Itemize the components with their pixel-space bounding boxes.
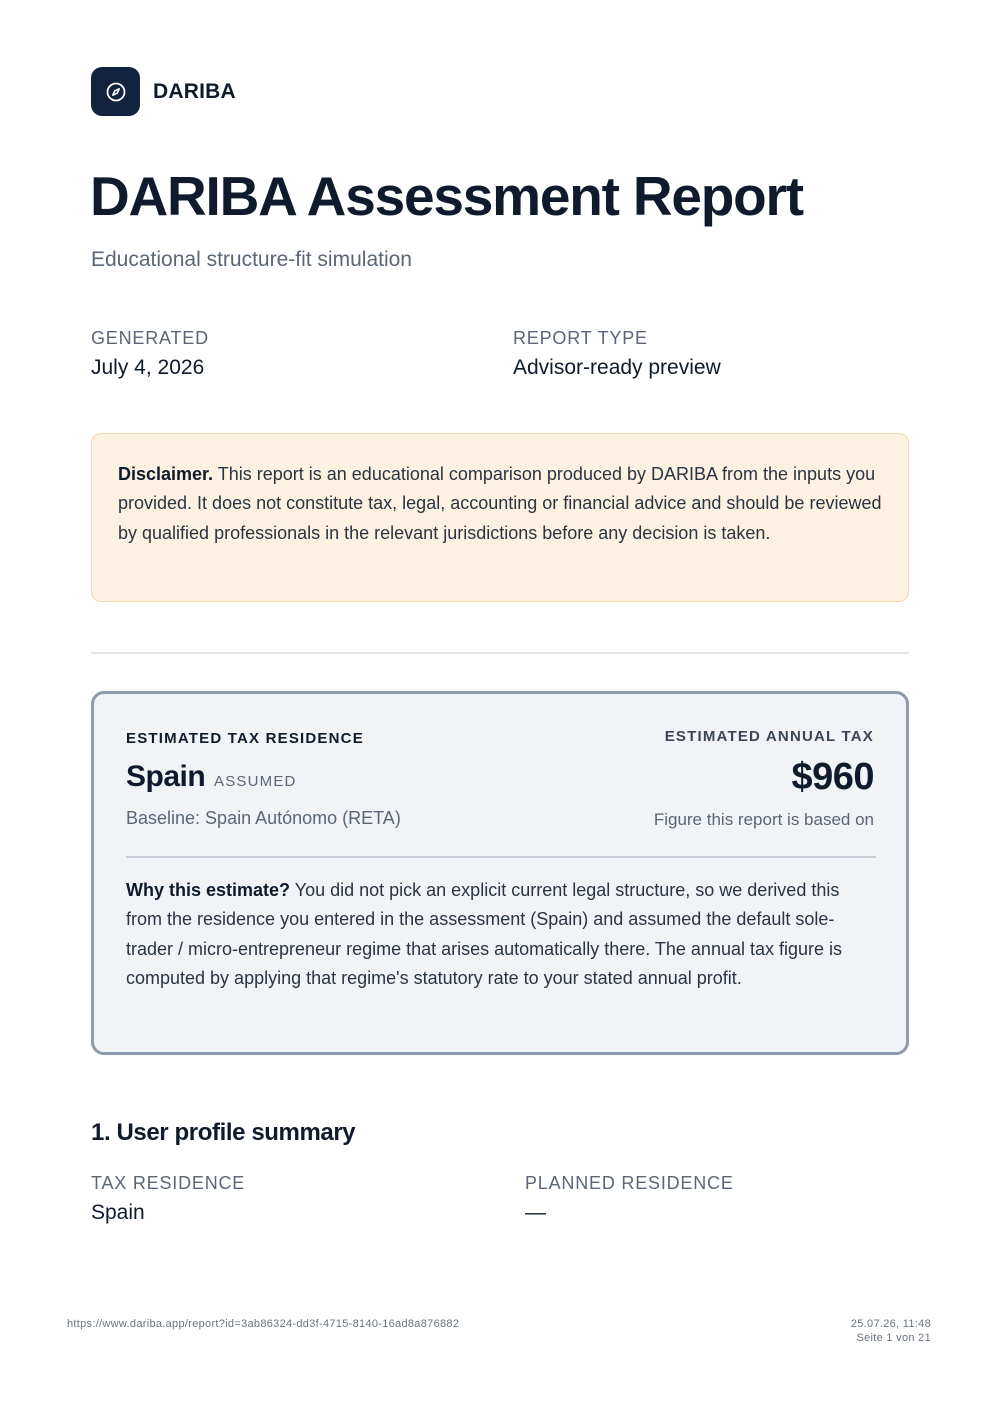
tax-residence-value: Spain	[91, 1201, 145, 1224]
planned-residence-value: —	[525, 1201, 546, 1224]
disclaimer-text: This report is an educational comparison produced by DARIBA from the inputs you provided. It does not constitute tax, legal, accounting or financial advice and should be reviewed by qualified professionals in the relevant jurisdictions before any decision is taken.	[118, 464, 882, 543]
why-estimate-text: You did not pick an explicit current legal structure, so we derived this from the residence you entered in the assessment (Spain) and assumed the default sole-trader / micro-entrepreneur regime that arises automatically there. The annual tax figure is computed by applying that regime's statutory rate to your stated annual profit.	[126, 880, 843, 988]
generated-label: GENERATED	[91, 328, 209, 348]
disclaimer-lead: Disclaimer.	[118, 464, 214, 484]
tax-residence-label: TAX RESIDENCE	[91, 1173, 246, 1193]
footer-url: https://www.dariba.app/report?id=3ab86324-dd3f-4715-8140-16ad8a876882	[67, 1318, 460, 1330]
baseline-text: Baseline: Spain Autónomo (RETA)	[126, 808, 401, 828]
brand-header	[91, 67, 236, 116]
disclaimer-box	[91, 433, 909, 602]
brand-logo	[91, 67, 140, 116]
estimate-card	[91, 691, 909, 1055]
compass-icon	[104, 80, 128, 104]
report-type-label: REPORT TYPE	[513, 328, 648, 348]
brand-name: DARIBA	[153, 79, 236, 103]
assumed-badge: ASSUMED	[214, 773, 297, 790]
why-estimate-lead: Why this estimate?	[126, 880, 291, 900]
footer-timestamp: 25.07.26, 11:48	[850, 1318, 931, 1330]
generated-date: July 4, 2026	[91, 356, 205, 379]
estimated-residence-label: ESTIMATED TAX RESIDENCE	[126, 730, 364, 747]
estimated-tax-value: $960	[791, 756, 874, 798]
footer-page-number: Seite 1 von 21	[856, 1332, 931, 1344]
section-divider	[91, 652, 909, 654]
estimate-divider	[126, 856, 876, 858]
estimated-residence-value: Spain	[126, 760, 206, 793]
report-subtitle: Educational structure-fit simulation	[91, 248, 412, 271]
estimated-tax-caption: Figure this report is based on	[653, 810, 874, 829]
planned-residence-label: PLANNED RESIDENCE	[525, 1173, 734, 1193]
estimated-tax-label: ESTIMATED ANNUAL TAX	[664, 728, 874, 745]
why-estimate	[126, 876, 878, 993]
report-title: DARIBA Assessment Report	[90, 165, 803, 227]
report-type-value: Advisor-ready preview	[513, 356, 721, 379]
profile-section-title: 1. User profile summary	[91, 1119, 356, 1146]
